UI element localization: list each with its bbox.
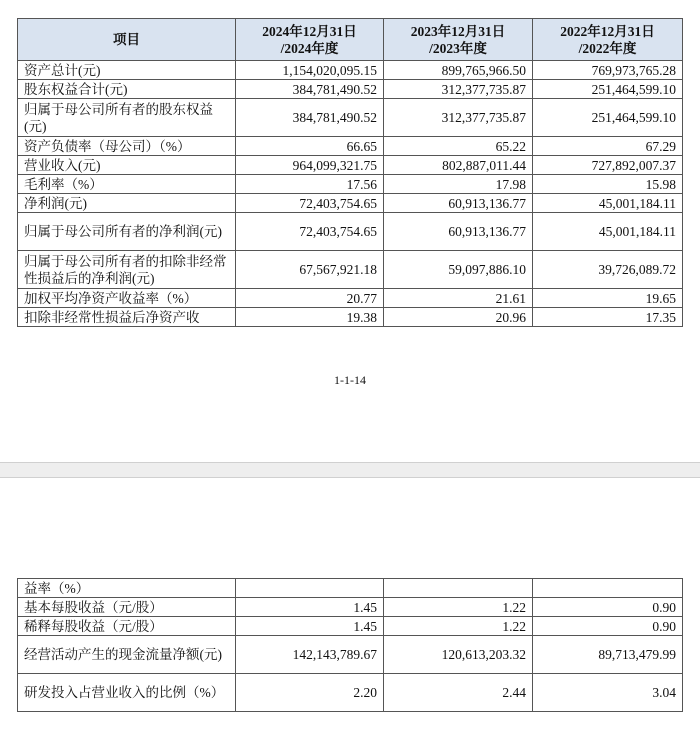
- value-2023: 2.44: [384, 674, 533, 712]
- table-row: [18, 617, 683, 636]
- row-label: 经营活动产生的现金流量净额(元): [18, 636, 236, 674]
- value-2022: 67.29: [533, 137, 683, 156]
- row-label: 营业收入(元): [18, 156, 236, 175]
- value-2024: 142,143,789.67: [236, 636, 384, 674]
- row-label: 资产总计(元): [18, 61, 236, 80]
- value-2022: 251,464,599.10: [533, 80, 683, 99]
- value-2023: 17.98: [384, 175, 533, 194]
- table-row: [18, 251, 683, 289]
- row-label: 加权平均净资产收益率（%）: [18, 289, 236, 308]
- value-2022: 39,726,089.72: [533, 251, 683, 289]
- value-2024: 20.77: [236, 289, 384, 308]
- table-row: [18, 579, 683, 598]
- value-2023: 1.22: [384, 598, 533, 617]
- table-row: [18, 194, 683, 213]
- header-item: 项目: [18, 19, 236, 61]
- value-2024: 72,403,754.65: [236, 213, 384, 251]
- row-label: 基本每股收益（元/股）: [18, 598, 236, 617]
- value-2022: 45,001,184.11: [533, 194, 683, 213]
- value-2022: 19.65: [533, 289, 683, 308]
- page-number: 1-1-14: [334, 373, 366, 387]
- value-2023: 312,377,735.87: [384, 80, 533, 99]
- header-2023: 2023年12月31日 /2023年度: [384, 19, 533, 61]
- table-row: [18, 156, 683, 175]
- table-row: [18, 598, 683, 617]
- value-2022: 15.98: [533, 175, 683, 194]
- header-2024: 2024年12月31日 /2024年度: [236, 19, 384, 61]
- table-row: [18, 674, 683, 712]
- value-2024: 964,099,321.75: [236, 156, 384, 175]
- value-2023: 21.61: [384, 289, 533, 308]
- table-row: [18, 289, 683, 308]
- row-label: 资产负债率（母公司）（%）: [18, 137, 236, 156]
- row-label: 稀释每股收益（元/股）: [18, 617, 236, 636]
- row-label: 研发投入占营业收入的比例（%）: [18, 674, 236, 712]
- value-2023: 60,913,136.77: [384, 213, 533, 251]
- table-row: [18, 61, 683, 80]
- value-2023: 65.22: [384, 137, 533, 156]
- header-2022: 2022年12月31日 /2022年度: [533, 19, 683, 61]
- financial-table-continued: [17, 578, 683, 712]
- value-2024: 19.38: [236, 308, 384, 327]
- value-2022: 17.35: [533, 308, 683, 327]
- row-label: 归属于母公司所有者的股东权益(元): [18, 99, 236, 137]
- value-2022: 0.90: [533, 617, 683, 636]
- table-row: [18, 175, 683, 194]
- row-label: 归属于母公司所有者的净利润(元): [18, 213, 236, 251]
- value-2023: 60,913,136.77: [384, 194, 533, 213]
- value-2024: 17.56: [236, 175, 384, 194]
- value-2024: 1,154,020,095.15: [236, 61, 384, 80]
- value-2022: 45,001,184.11: [533, 213, 683, 251]
- row-label: 股东权益合计(元): [18, 80, 236, 99]
- value-2024: [236, 579, 384, 598]
- row-label: 扣除非经常性损益后净资产收: [18, 308, 236, 327]
- value-2022: 89,713,479.99: [533, 636, 683, 674]
- value-2022: 251,464,599.10: [533, 99, 683, 137]
- table-row: [18, 636, 683, 674]
- table-row: [18, 99, 683, 137]
- value-2023: [384, 579, 533, 598]
- page-break-divider: [0, 462, 700, 478]
- value-2022: 769,973,765.28: [533, 61, 683, 80]
- value-2023: 20.96: [384, 308, 533, 327]
- row-label: 益率（%）: [18, 579, 236, 598]
- value-2024: 384,781,490.52: [236, 99, 384, 137]
- table-row: [18, 308, 683, 327]
- value-2023: 1.22: [384, 617, 533, 636]
- value-2022: 727,892,007.37: [533, 156, 683, 175]
- value-2024: 67,567,921.18: [236, 251, 384, 289]
- value-2023: 802,887,011.44: [384, 156, 533, 175]
- value-2024: 2.20: [236, 674, 384, 712]
- value-2022: 3.04: [533, 674, 683, 712]
- row-label: 归属于母公司所有者的扣除非经常性损益后的净利润(元): [18, 251, 236, 289]
- table-row: [18, 137, 683, 156]
- row-label: 毛利率（%）: [18, 175, 236, 194]
- value-2023: 120,613,203.32: [384, 636, 533, 674]
- value-2023: 312,377,735.87: [384, 99, 533, 137]
- row-label: 净利润(元): [18, 194, 236, 213]
- value-2024: 72,403,754.65: [236, 194, 384, 213]
- value-2022: [533, 579, 683, 598]
- financial-table-top: [17, 18, 683, 327]
- table-row: [18, 213, 683, 251]
- value-2024: 66.65: [236, 137, 384, 156]
- value-2023: 899,765,966.50: [384, 61, 533, 80]
- value-2024: 384,781,490.52: [236, 80, 384, 99]
- value-2024: 1.45: [236, 598, 384, 617]
- value-2024: 1.45: [236, 617, 384, 636]
- table-header-row: [18, 19, 683, 61]
- value-2023: 59,097,886.10: [384, 251, 533, 289]
- value-2022: 0.90: [533, 598, 683, 617]
- table-row: [18, 80, 683, 99]
